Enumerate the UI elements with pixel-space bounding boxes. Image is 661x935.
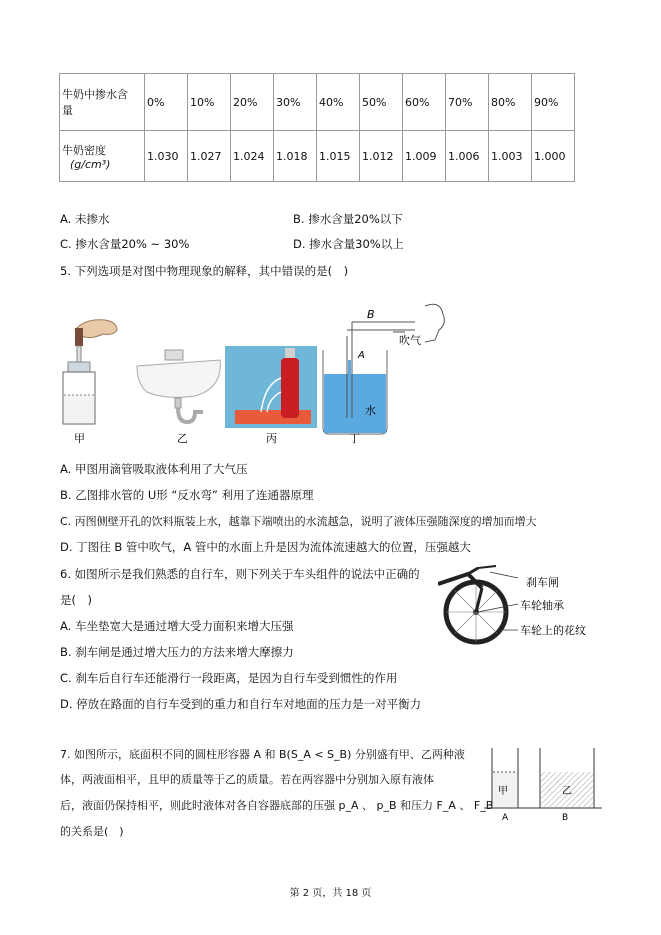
table-cell: 1.030 [145, 131, 188, 182]
beaker-figure [323, 304, 444, 434]
table-cell: 1.018 [274, 131, 317, 182]
bicycle-figure [438, 564, 608, 646]
q5-option-d: D. 丁图往 B 管中吹气，A 管中的水面上升是因为流体流速越大的位置，压强越大 [60, 540, 471, 554]
table-cell: 70% [446, 74, 489, 131]
label-jia: 甲 [74, 432, 85, 445]
label-tread: 车轮上的花纹 [520, 624, 586, 637]
q5-option-c: C. 丙图侧壁开孔的饮料瓶装上水，越靠下端喷出的水流越急，说明了液体压强随深度的增加而增大 [60, 515, 537, 528]
row-header-line: (g/cm³) [70, 157, 111, 171]
q4-option-d: D. 掺水含量30%以上 [293, 237, 404, 251]
table-cell: 1.003 [489, 131, 532, 182]
label-bearing: 车轮轴承 [520, 599, 564, 612]
table-header-cell [60, 74, 145, 131]
label-yi-liquid: 乙 [562, 786, 572, 797]
table-cell: 1.009 [403, 131, 446, 182]
table-cell: 1.015 [317, 131, 360, 182]
table-cell: 90% [532, 74, 575, 131]
q6-option-b: B. 刹车闸是通过增大压力的方法来增大摩擦力 [60, 645, 294, 659]
label-pipe-a: A [358, 350, 365, 361]
table-row [60, 74, 575, 131]
sink-figure [137, 350, 220, 422]
label-water: 水 [365, 404, 376, 417]
label-blow: 吹气 [399, 334, 421, 347]
q5-option-a: A. 甲图用滴管吸取液体利用了大气压 [60, 462, 248, 476]
table-cell: 50% [360, 74, 403, 131]
table-cell: 40% [317, 74, 360, 131]
table-cell: 20% [231, 74, 274, 131]
table-cell: 80% [489, 74, 532, 131]
dropper-figure [63, 320, 117, 424]
table-cell: 1.000 [532, 131, 575, 182]
label-bing: 丙 [266, 432, 277, 445]
q4-option-c: C. 掺水含量20% ~ 30% [60, 237, 190, 251]
bottle-figure [225, 346, 317, 428]
milk-density-table [59, 73, 575, 182]
table-cell: 1.012 [360, 131, 403, 182]
label-container-b: B [562, 813, 569, 823]
label-pipe-b: B [367, 308, 375, 321]
label-yi: 乙 [177, 432, 188, 445]
q5-figures [55, 300, 475, 448]
q5-option-b: B. 乙图排水管的 U形 “反水弯” 利用了连通器原理 [60, 488, 314, 502]
q7-stem-line3: 后，液面仍保持相平，则此时液体对各自容器底部的压强 p_A 、 p_B 和压力 F_A 、 F_B [60, 799, 494, 812]
q6-stem: 6. 如图所示是我们熟悉的自行车，则下列关于车头组件的说法中正确的 [60, 567, 420, 581]
table-cell: 1.027 [188, 131, 231, 182]
q4-option-a: A. 未掺水 [60, 212, 110, 226]
row-header-line: 牛奶中掺水含 [62, 88, 128, 101]
page-footer: 第 2 页，共 18 页 [289, 888, 372, 899]
table-cell: 10% [188, 74, 231, 131]
q7-stem-line1: 7. 如图所示，底面积不同的圆柱形容器 A 和 B(S_A < S_B) 分别盛有甲、乙两种液 [60, 748, 465, 761]
table-header-cell [60, 131, 145, 182]
row-header-line: 牛奶密度 [62, 143, 106, 157]
table-cell: 30% [274, 74, 317, 131]
label-ding: 丁 [349, 432, 360, 445]
q5-stem: 5. 下列选项是对图中物理现象的解释，其中错误的是( ) [60, 264, 349, 278]
q7-stem-line4: 的关系是( ) [60, 825, 124, 838]
label-container-a: A [502, 813, 509, 823]
q6-option-c: C. 刹车后自行车还能滑行一段距离，是因为自行车受到惯性的作用 [60, 671, 398, 685]
q6-option-d: D. 停放在路面的自行车受到的重力和自行车对地面的压力是一对平衡力 [60, 697, 422, 711]
q4-option-b: B. 掺水含量20%以下 [293, 212, 403, 226]
table-cell: 0% [145, 74, 188, 131]
table-row [60, 131, 575, 182]
q6-stem-cont: 是( ) [60, 593, 92, 607]
label-jia-liquid: 甲 [498, 786, 508, 797]
table-cell: 1.006 [446, 131, 489, 182]
containers-figure [484, 742, 604, 824]
label-brake: 刹车闸 [526, 576, 559, 589]
table-cell: 60% [403, 74, 446, 131]
row-header-line: 量 [62, 104, 73, 117]
q7-stem-line2: 体，两液面相平，且甲的质量等于乙的质量。若在两容器中分别加入原有液体 [60, 773, 434, 786]
q6-option-a: A. 车坐垫宽大是通过增大受力面积来增大压强 [60, 619, 294, 633]
table-cell: 1.024 [231, 131, 274, 182]
